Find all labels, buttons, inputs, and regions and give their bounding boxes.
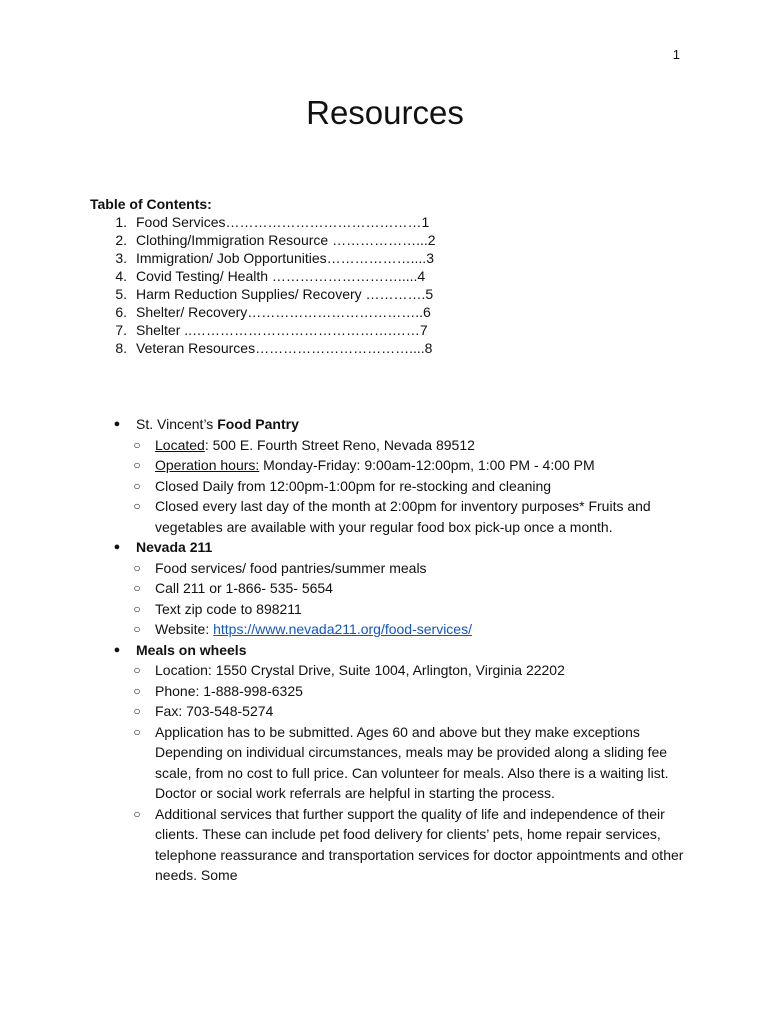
detail-text: Location: 1550 Crystal Drive, Suite 1004, Arlington, Virginia 22202: [155, 662, 565, 678]
resource-title: Nevada 211: [136, 539, 213, 555]
toc-item-number: 3.: [115, 250, 127, 266]
bullet-icon: ●: [113, 418, 121, 430]
detail-text: Text zip code to 898211: [155, 600, 302, 617]
meals-on-wheels-details: [110, 660, 690, 886]
resource-title-prefix: St. Vincent’s: [136, 416, 218, 432]
circle-bullet-icon: ○: [133, 601, 141, 616]
hours-label: Operation hours:: [155, 457, 260, 473]
detail-item: [110, 558, 690, 579]
circle-bullet-icon: ○: [133, 724, 141, 739]
detail-text: Fax: 703-548-5274: [155, 703, 274, 719]
circle-bullet-icon: ○: [133, 437, 141, 452]
toc-item-text: Shelter/ Recovery………………………………..6: [136, 304, 431, 320]
circle-bullet-icon: ○: [133, 683, 141, 698]
toc-heading: Table of Contents:: [90, 196, 212, 212]
toc-item-number: 2.: [115, 232, 127, 248]
website-link[interactable]: https://www.nevada211.org/food-services/: [213, 621, 472, 637]
toc-item-text: Immigration/ Job Opportunities………………....3: [136, 250, 434, 266]
detail-item: [110, 578, 690, 599]
page-number: 1: [672, 47, 680, 62]
circle-bullet-icon: ○: [133, 663, 141, 677]
toc-list: [90, 213, 436, 357]
detail-item-hours: [110, 455, 690, 476]
toc-item-text: Harm Reduction Supplies/ Recovery ………….5: [136, 286, 434, 302]
detail-text: Additional services that further support the quality of life and independence of their clients. These can include pet food delivery for clients’ pets, home repair services, telephone reassurance and transportation services for doctor appointments and other needs. Some: [155, 805, 684, 883]
detail-item-location: [110, 435, 690, 456]
toc-item-number: 4.: [115, 268, 127, 284]
detail-item-website: [110, 619, 690, 640]
circle-bullet-icon: ○: [133, 622, 141, 636]
bullet-icon: ●: [113, 541, 121, 553]
toc-item: [90, 267, 436, 285]
website-label: Website:: [155, 621, 214, 637]
toc-item-number: 8.: [115, 340, 127, 356]
circle-bullet-icon: ○: [133, 478, 141, 493]
detail-text: Food services/ food pantries/summer meals: [155, 559, 427, 576]
toc-item: [90, 339, 436, 357]
circle-bullet-icon: ○: [133, 581, 141, 595]
resource-list: [110, 414, 690, 886]
closed-monthly-text: Closed every last day of the month at 2:00pm for inventory purposes* Fruits and vegetables are available with your regular food box pick-up once a month.: [155, 498, 651, 535]
toc-item: [90, 285, 436, 303]
detail-item-closed-monthly: [110, 496, 690, 537]
toc-item-text: Veteran Resources……………………………....8: [136, 340, 433, 356]
resource-nevada-211: [110, 537, 690, 558]
detail-item: [110, 804, 690, 886]
detail-text: Call 211 or 1-866- 535- 5654: [155, 580, 333, 596]
resource-title: Meals on wheels: [136, 641, 247, 658]
toc-item-number: 7.: [115, 322, 127, 338]
detail-item: [110, 599, 690, 620]
location-label: Located: [155, 436, 205, 453]
toc-item-text: Shelter ..…………………………………….……7: [136, 322, 428, 338]
st-vincents-details: [110, 435, 690, 538]
toc-item-number: 1.: [115, 214, 127, 230]
toc-item: [90, 321, 436, 339]
location-value: : 500 E. Fourth Street Reno, Nevada 89512: [204, 436, 475, 453]
resource-st-vincents: [110, 414, 690, 435]
toc-item-number: 6.: [115, 304, 127, 320]
toc-item: [90, 213, 436, 231]
nevada-211-details: [110, 558, 690, 640]
hours-value: Monday-Friday: 9:00am-12:00pm, 1:00 PM - 4:00 PM: [259, 457, 595, 473]
circle-bullet-icon: ○: [133, 560, 141, 575]
toc-item: [90, 249, 436, 267]
circle-bullet-icon: ○: [133, 458, 141, 472]
toc-item-text: Clothing/Immigration Resource ………………...2: [136, 232, 436, 248]
circle-bullet-icon: ○: [133, 806, 141, 821]
detail-item-closed-daily: [110, 476, 690, 497]
bullet-icon: ●: [113, 643, 121, 656]
circle-bullet-icon: ○: [133, 499, 141, 513]
toc-item: [90, 231, 436, 249]
detail-text: Phone: 1-888-998-6325: [155, 682, 303, 699]
toc-item-number: 5.: [115, 286, 127, 302]
toc-item: [90, 303, 436, 321]
detail-item: [110, 722, 690, 804]
resource-title: Food Pantry: [217, 416, 299, 432]
page-title: Resources: [306, 94, 464, 131]
resource-meals-on-wheels: [110, 640, 690, 661]
toc-item-text: Covid Testing/ Health ……………………….....4: [136, 268, 426, 284]
detail-text: Application has to be submitted. Ages 60 and above but they make exceptions Depending on individual circumstances, meals may be provided along a sliding fee scale, from no cost to full price. Can volunteer for meals. Also there is a waiting list. Doctor or social work referrals are helpful in starting the process.: [155, 723, 669, 801]
detail-item: [110, 701, 690, 722]
circle-bullet-icon: ○: [133, 704, 141, 718]
closed-daily-text: Closed Daily from 12:00pm-1:00pm for re-stocking and cleaning: [155, 477, 552, 494]
toc-item-text: Food Services……………………………………1: [136, 214, 430, 230]
detail-item: [110, 660, 690, 681]
table-of-contents: [90, 195, 436, 357]
detail-item: [110, 681, 690, 702]
